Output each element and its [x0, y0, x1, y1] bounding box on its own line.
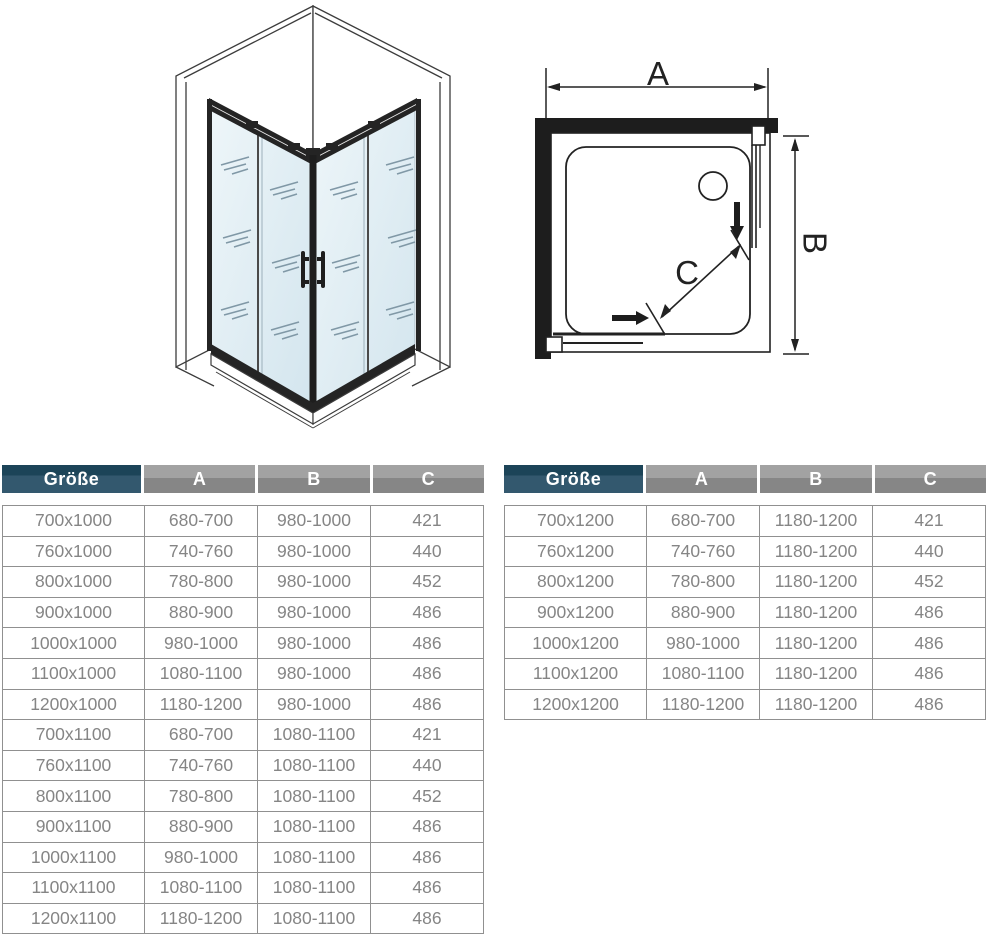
size-cell: 1100x1000	[3, 658, 145, 689]
c-cell: 486	[873, 628, 986, 659]
c-cell: 440	[371, 750, 484, 781]
door-roller	[368, 121, 380, 128]
size-row	[3, 720, 484, 751]
a-cell: 740-760	[145, 536, 258, 567]
b-cell: 980-1000	[258, 689, 371, 720]
left-door-handle	[301, 251, 305, 288]
size-row	[3, 842, 484, 873]
size-row	[505, 567, 986, 598]
b-cell: 1080-1100	[258, 811, 371, 842]
size-cell: 1000x1100	[3, 842, 145, 873]
c-cell: 452	[371, 781, 484, 812]
dim-label-a: A	[646, 55, 670, 92]
size-row	[3, 536, 484, 567]
b-cell: 1180-1200	[760, 536, 873, 567]
plan-right-door	[752, 126, 765, 248]
size-cell: 1200x1000	[3, 689, 145, 720]
column-header-a: A	[646, 465, 757, 493]
size-cell: 1100x1100	[3, 873, 145, 904]
size-row	[505, 689, 986, 720]
size-row	[505, 506, 986, 537]
b-cell: 1080-1100	[258, 873, 371, 904]
plan-wall-top	[535, 118, 778, 133]
size-row	[505, 628, 986, 659]
c-cell: 421	[371, 720, 484, 751]
size-row	[3, 567, 484, 598]
size-cell: 1000x1000	[3, 628, 145, 659]
b-cell: 980-1000	[258, 597, 371, 628]
plan-dimension-diagram	[500, 40, 986, 370]
size-cell: 900x1000	[3, 597, 145, 628]
b-cell: 1180-1200	[760, 689, 873, 720]
a-cell: 680-700	[145, 720, 258, 751]
a-cell: 1080-1100	[145, 658, 258, 689]
size-cell: 900x1200	[505, 597, 647, 628]
b-cell: 1180-1200	[760, 658, 873, 689]
b-cell: 980-1000	[258, 567, 371, 598]
size-cell: 800x1000	[3, 567, 145, 598]
table-header-row	[504, 465, 986, 493]
column-header-groesse: Größe	[2, 465, 141, 493]
column-header-a: A	[144, 465, 255, 493]
a-cell: 980-1000	[145, 628, 258, 659]
size-cell: 800x1200	[505, 567, 647, 598]
a-cell: 1080-1100	[145, 873, 258, 904]
c-cell: 486	[873, 689, 986, 720]
size-cell: 760x1100	[3, 750, 145, 781]
size-row	[3, 811, 484, 842]
size-cell: 900x1100	[3, 811, 145, 842]
b-cell: 1180-1200	[760, 567, 873, 598]
size-row	[3, 781, 484, 812]
plan-right-handle	[752, 126, 765, 145]
b-cell: 1080-1100	[258, 781, 371, 812]
size-cell: 1000x1200	[505, 628, 647, 659]
a-cell: 780-800	[647, 567, 760, 598]
c-cell: 486	[873, 597, 986, 628]
a-cell: 980-1000	[647, 628, 760, 659]
column-header-b: B	[258, 465, 369, 493]
dim-label-c: C	[675, 254, 699, 291]
size-row	[505, 597, 986, 628]
b-cell: 980-1000	[258, 628, 371, 659]
c-cell: 486	[371, 628, 484, 659]
c-cell: 440	[371, 536, 484, 567]
size-cell: 700x1200	[505, 506, 647, 537]
a-cell: 880-900	[647, 597, 760, 628]
b-cell: 1180-1200	[760, 628, 873, 659]
dim-label-b: B	[796, 231, 834, 255]
size-cell: 760x1200	[505, 536, 647, 567]
size-cell: 1200x1200	[505, 689, 647, 720]
column-header-c: C	[373, 465, 484, 493]
size-cell: 800x1100	[3, 781, 145, 812]
door-roller	[326, 143, 338, 150]
door-roller	[246, 121, 258, 128]
b-cell: 980-1000	[258, 658, 371, 689]
size-row	[3, 903, 484, 934]
size-row	[3, 506, 484, 537]
c-cell: 486	[371, 658, 484, 689]
size-row	[3, 628, 484, 659]
a-cell: 780-800	[145, 567, 258, 598]
b-cell: 1080-1100	[258, 842, 371, 873]
a-cell: 680-700	[647, 506, 760, 537]
b-cell: 1080-1100	[258, 750, 371, 781]
size-row	[505, 658, 986, 689]
size-row	[3, 597, 484, 628]
isometric-shower-enclosure-drawing	[150, 0, 485, 440]
size-cell: 700x1000	[3, 506, 145, 537]
size-cell: 1200x1100	[3, 903, 145, 934]
corner-post	[310, 155, 317, 410]
size-row	[3, 750, 484, 781]
a-cell: 880-900	[145, 811, 258, 842]
a-cell: 1180-1200	[145, 689, 258, 720]
c-cell: 440	[873, 536, 986, 567]
size-row	[3, 658, 484, 689]
a-cell: 680-700	[145, 506, 258, 537]
c-cell: 486	[371, 873, 484, 904]
a-cell: 880-900	[145, 597, 258, 628]
b-cell: 980-1000	[258, 536, 371, 567]
c-cell: 486	[371, 842, 484, 873]
column-header-b: B	[760, 465, 871, 493]
c-cell: 421	[873, 506, 986, 537]
size-cell: 700x1100	[3, 720, 145, 751]
column-header-c: C	[875, 465, 986, 493]
b-cell: 980-1000	[258, 506, 371, 537]
a-cell: 1180-1200	[145, 903, 258, 934]
a-cell: 1080-1100	[647, 658, 760, 689]
c-cell: 452	[371, 567, 484, 598]
plan-bottom-door	[546, 334, 665, 352]
c-cell: 486	[371, 811, 484, 842]
size-table-right	[504, 465, 986, 720]
a-cell: 740-760	[145, 750, 258, 781]
column-header-groesse: Größe	[504, 465, 643, 493]
c-cell: 421	[371, 506, 484, 537]
right-door-handle	[321, 251, 325, 288]
b-cell: 1080-1100	[258, 720, 371, 751]
plan-bottom-handle	[546, 337, 562, 352]
b-cell: 1180-1200	[760, 597, 873, 628]
c-cell: 486	[371, 903, 484, 934]
size-row	[3, 689, 484, 720]
size-row	[505, 536, 986, 567]
a-cell: 1180-1200	[647, 689, 760, 720]
size-cell: 760x1000	[3, 536, 145, 567]
c-cell: 452	[873, 567, 986, 598]
door-roller	[288, 143, 300, 150]
b-cell: 1180-1200	[760, 506, 873, 537]
size-table-left	[2, 465, 484, 934]
c-cell: 486	[371, 597, 484, 628]
plan-wall-left	[535, 118, 551, 359]
a-cell: 980-1000	[145, 842, 258, 873]
a-cell: 740-760	[647, 536, 760, 567]
c-cell: 486	[873, 658, 986, 689]
size-cell: 1100x1200	[505, 658, 647, 689]
b-cell: 1080-1100	[258, 903, 371, 934]
c-cell: 486	[371, 689, 484, 720]
a-cell: 780-800	[145, 781, 258, 812]
table-header-row	[2, 465, 484, 493]
size-row	[3, 873, 484, 904]
